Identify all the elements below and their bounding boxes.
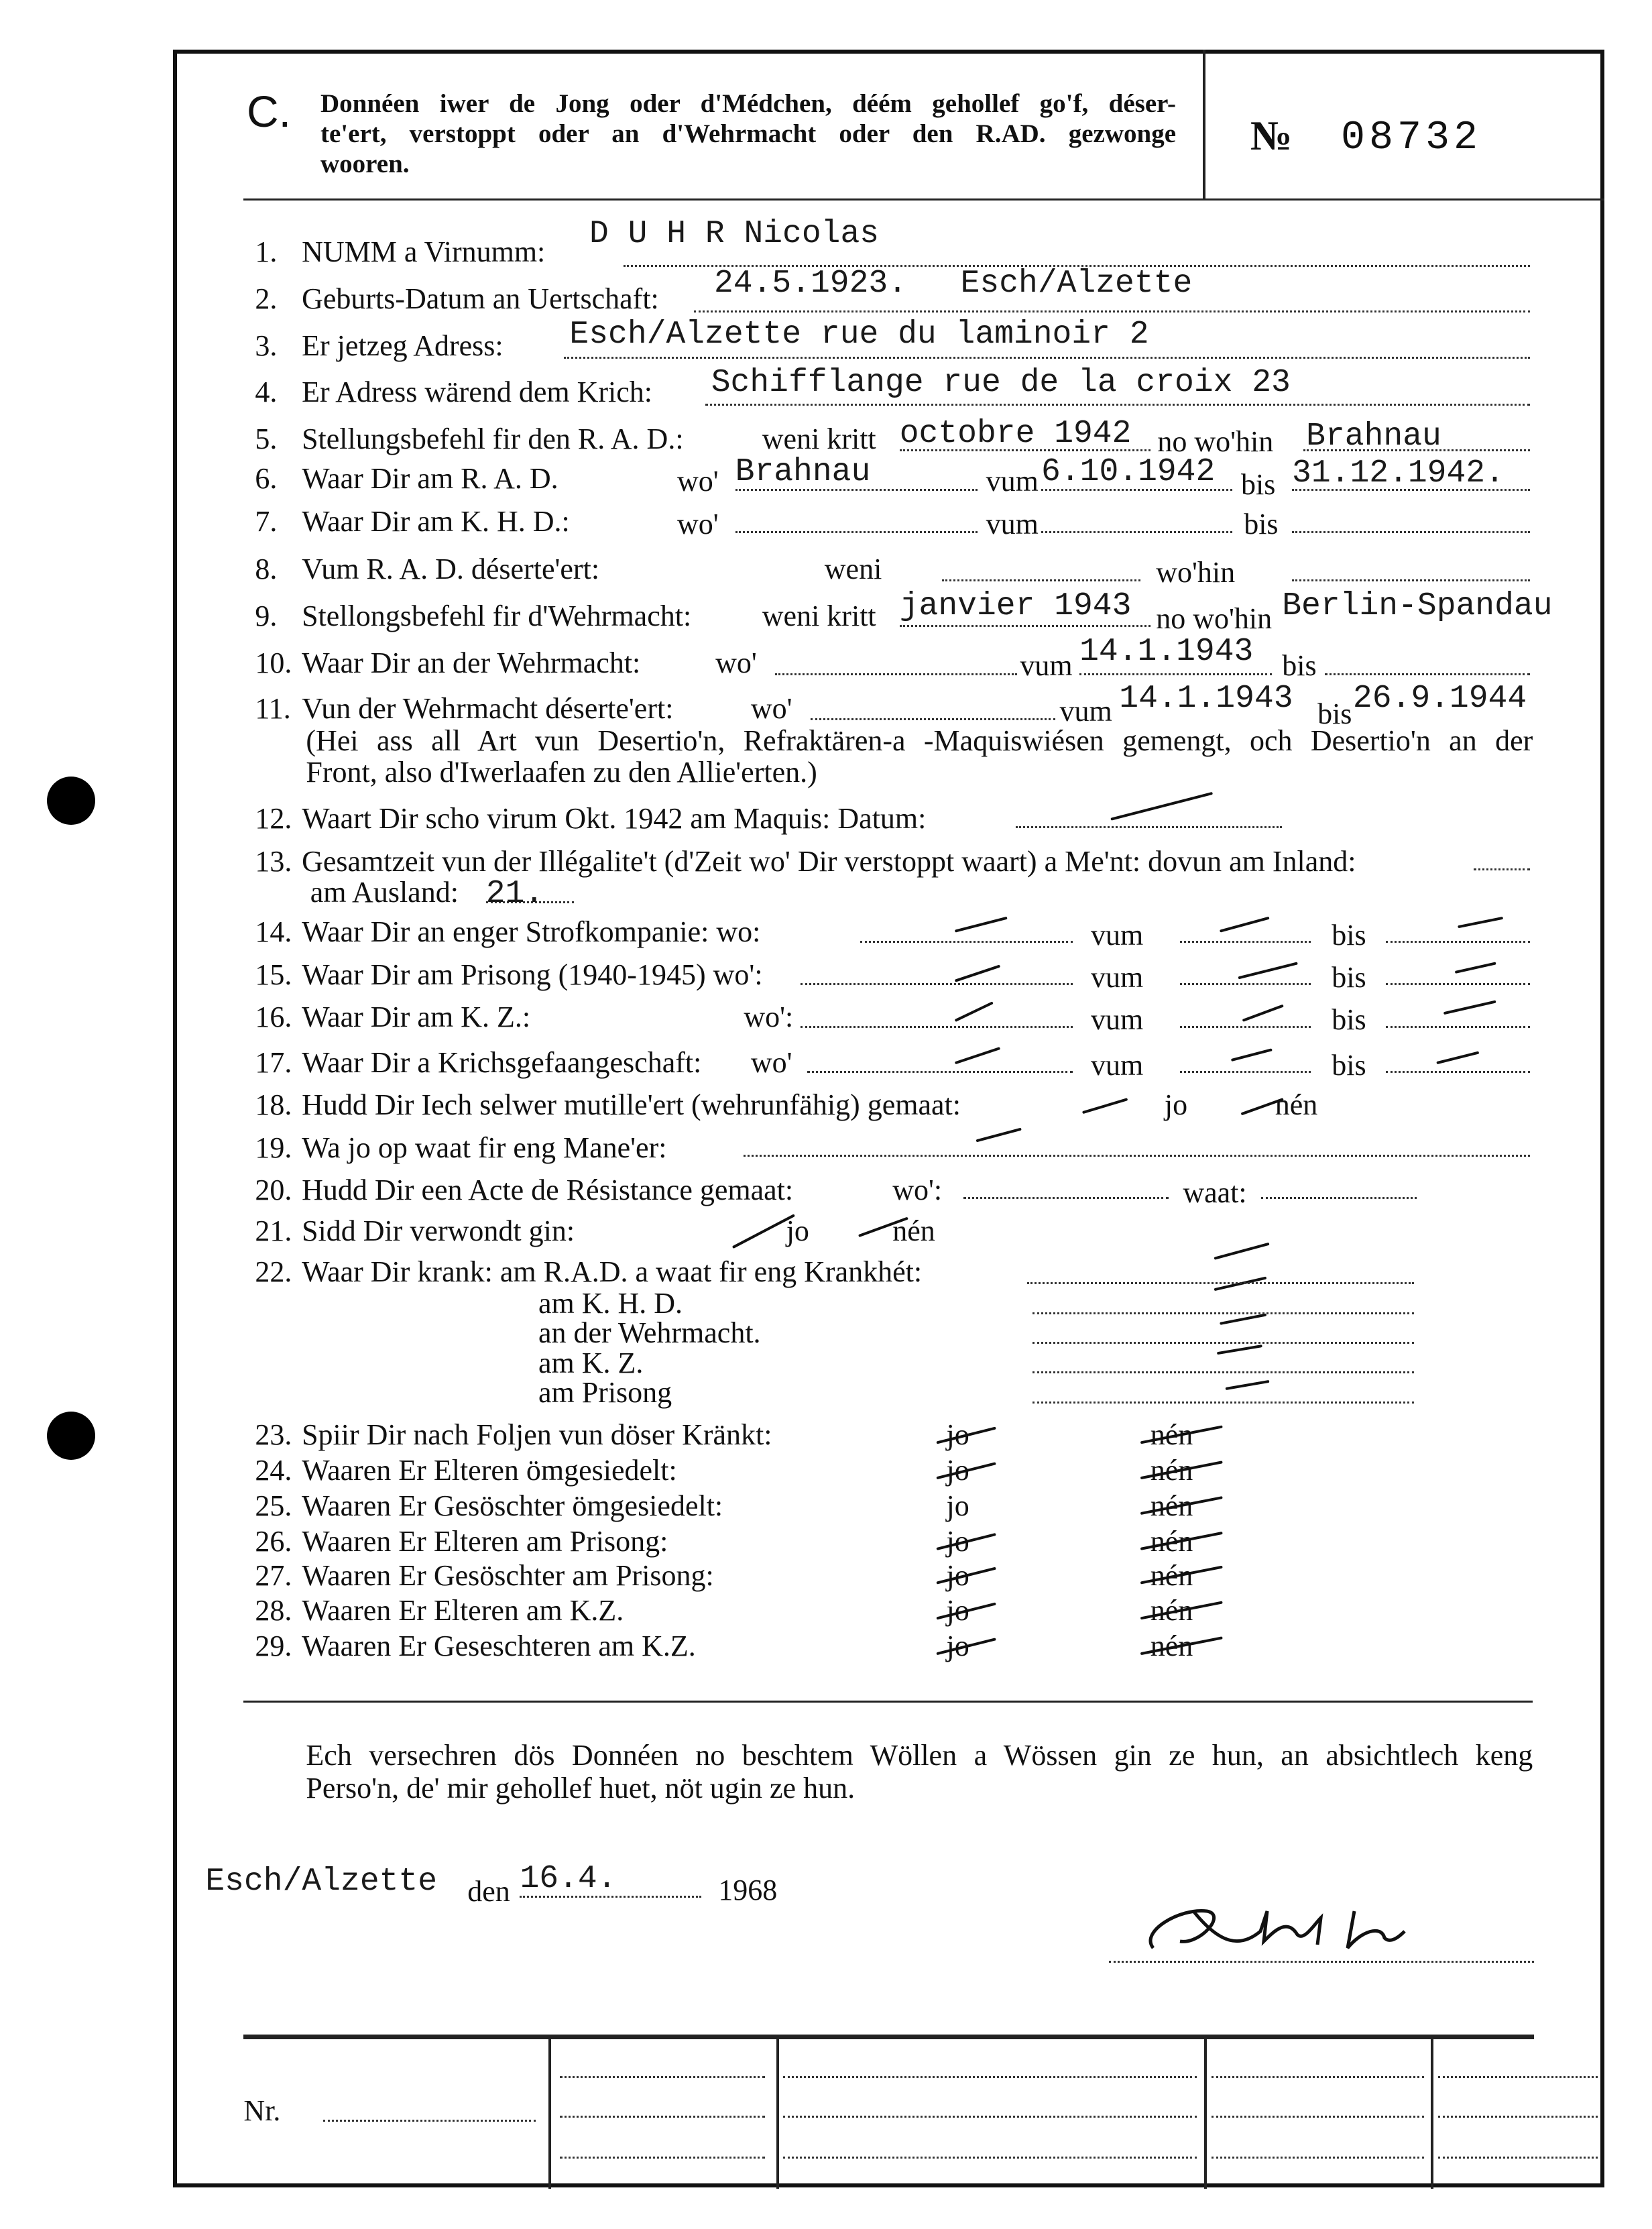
signature xyxy=(1150,1911,1405,1948)
registry-top-rule xyxy=(243,2035,1534,2039)
registry-column-divider xyxy=(1431,2036,1433,2189)
rad-order-date: octobre 1942 xyxy=(899,415,1132,452)
dotted-field[interactable] xyxy=(1041,531,1232,533)
registry-field[interactable] xyxy=(560,2116,765,2118)
row-number: 20. xyxy=(255,1173,292,1206)
address-value: Esch/Alzette rue du laminoir 2 xyxy=(569,316,1149,353)
row-label: Hudd Dir een Acte de Résistance gemaat: xyxy=(302,1173,794,1206)
dotted-field[interactable] xyxy=(1292,579,1530,581)
option-jo: jo xyxy=(946,1489,969,1523)
row-number: 26. xyxy=(255,1524,292,1558)
row-number: 2. xyxy=(255,282,278,315)
registry-column-divider xyxy=(548,2036,551,2189)
option-jo: jo xyxy=(946,1454,969,1487)
option-nen: nén xyxy=(1150,1558,1193,1592)
sub-label: am K. Z. xyxy=(538,1346,644,1379)
wehrmacht-order-date: janvier 1943 xyxy=(899,588,1132,625)
registry-field[interactable] xyxy=(1438,2076,1598,2078)
address-field[interactable] xyxy=(564,357,1530,359)
row-label: am Ausland: xyxy=(310,876,459,909)
war-address-field[interactable] xyxy=(705,404,1530,406)
label: waat: xyxy=(1183,1176,1247,1210)
row-number: 23. xyxy=(255,1418,292,1452)
dotted-field[interactable] xyxy=(1032,1371,1413,1373)
row-number: 17. xyxy=(255,1045,292,1079)
sub-label: am K. H. D. xyxy=(538,1286,683,1320)
check-stroke xyxy=(1221,1315,1265,1324)
dotted-field[interactable] xyxy=(1032,1402,1413,1404)
label: bis xyxy=(1240,467,1276,501)
birth-place-value: Esch/Alzette xyxy=(960,265,1193,302)
option-nen: nén xyxy=(1150,1524,1193,1558)
signature-line[interactable] xyxy=(1109,1961,1534,1963)
dotted-field[interactable] xyxy=(1386,1026,1531,1028)
desertion-from: 14.1.1943 xyxy=(1119,680,1293,717)
dotted-field[interactable] xyxy=(1079,673,1272,675)
label: bis xyxy=(1332,918,1366,952)
row-label: Waaren Er Gesöschter am Prisong: xyxy=(302,1558,714,1592)
dotted-field[interactable] xyxy=(1180,1026,1310,1028)
signing-year: 1968 xyxy=(718,1873,778,1906)
dotted-field[interactable] xyxy=(1386,983,1531,985)
label: bis xyxy=(1317,697,1352,730)
row-label: Geburts-Datum an Uertschaft: xyxy=(302,282,659,315)
check-stroke xyxy=(1456,964,1494,972)
check-stroke xyxy=(1221,918,1268,931)
dotted-field[interactable] xyxy=(900,625,1150,627)
label: no wo'hin xyxy=(1156,602,1273,636)
registry-field[interactable] xyxy=(783,2116,1197,2118)
rad-place: Brahnau xyxy=(735,453,871,490)
dotted-field[interactable] xyxy=(1325,673,1530,675)
dotted-field[interactable] xyxy=(1180,983,1310,985)
dotted-field[interactable] xyxy=(1261,1197,1417,1199)
row-number: 8. xyxy=(255,553,278,586)
row-label: Sidd Dir verwondt gin: xyxy=(302,1214,575,1248)
dotted-field[interactable] xyxy=(1474,868,1531,870)
form-number: 08732 xyxy=(1341,115,1482,161)
form-title-line: wooren. xyxy=(320,150,410,178)
label: wo' xyxy=(677,507,719,540)
sub-label: am Prisong xyxy=(538,1376,672,1410)
option-jo: jo xyxy=(1164,1088,1188,1122)
label: wo' xyxy=(750,691,792,725)
label: den xyxy=(467,1874,510,1908)
desertion-to: 26.9.1944 xyxy=(1352,680,1527,717)
form-title-line: te'ert, verstoppt oder an d'Wehrmacht oder den R.AD. gezwonge xyxy=(320,119,1176,148)
label: vum xyxy=(1091,1003,1144,1037)
option-jo: jo xyxy=(946,1594,969,1627)
registry-field[interactable] xyxy=(783,2076,1197,2078)
wehrmacht-from: 14.1.1943 xyxy=(1079,633,1254,670)
row-number: 27. xyxy=(255,1558,292,1592)
label: vum xyxy=(1091,960,1144,994)
dotted-field[interactable] xyxy=(1016,826,1282,828)
row-label: Waar Dir am K. Z.: xyxy=(302,1001,531,1034)
dotted-field[interactable] xyxy=(1180,941,1310,943)
row-label: Er jetzeg Adress: xyxy=(302,329,504,362)
label: bis xyxy=(1244,507,1279,540)
check-stroke xyxy=(956,918,1006,931)
row-number: 21. xyxy=(255,1214,292,1248)
registry-column-divider xyxy=(1204,2036,1207,2189)
row-label: Gesamtzeit vun der Illégalite't (d'Zeit wo' Dir verstoppt waart) a Me'nt: dovun am Inland: xyxy=(302,844,1356,878)
label: vum xyxy=(1020,649,1073,683)
row-label: Stellongsbefehl fir d'Wehrmacht: xyxy=(302,599,692,633)
dotted-field[interactable] xyxy=(801,1026,1073,1028)
row-label: Spiir Dir nach Foljen vun döser Kränkt: xyxy=(302,1418,772,1452)
declaration-text: Ech versechren dös Donnéen no beschtem Wöllen a Wössen gin ze hun, an absichtlech keng xyxy=(306,1739,1533,1772)
option-jo: jo xyxy=(946,1630,969,1663)
row-number: 1. xyxy=(255,235,278,269)
row-number: 3. xyxy=(255,329,278,362)
label: bis xyxy=(1332,1003,1366,1037)
label: bis xyxy=(1332,1048,1366,1082)
option-nen: nén xyxy=(1150,1630,1193,1663)
separator-rule xyxy=(243,1701,1533,1703)
check-stroke xyxy=(978,1129,1020,1141)
row-number: 10. xyxy=(255,646,292,679)
row-label: Wa jo op waat fir eng Mane'er: xyxy=(302,1131,667,1164)
label: vum xyxy=(1091,1048,1144,1082)
row-label: Waar Dir krank: am R.A.D. a waat fir eng Krankhét: xyxy=(302,1255,923,1289)
row-number: 13. xyxy=(255,844,292,878)
row-label: Waar Dir am Prisong (1940-1945) wo': xyxy=(302,958,763,991)
label: weni kritt xyxy=(762,422,876,456)
option-jo: jo xyxy=(946,1558,969,1592)
row-number: 14. xyxy=(255,915,292,949)
row-number: 12. xyxy=(255,802,292,836)
nr-field[interactable] xyxy=(323,2120,536,2122)
row-number: 4. xyxy=(255,376,278,409)
check-stroke xyxy=(1218,1346,1260,1353)
label: weni xyxy=(824,553,882,586)
section-letter: C. xyxy=(247,87,291,136)
row-number: 18. xyxy=(255,1088,292,1122)
dotted-field[interactable] xyxy=(1032,1342,1413,1344)
dotted-field[interactable] xyxy=(942,579,1140,581)
option-nen: nén xyxy=(1275,1088,1318,1122)
dotted-field[interactable] xyxy=(775,673,1017,675)
check-stroke xyxy=(1240,964,1297,978)
row-label: Waart Dir scho virum Okt. 1942 am Maquis: Datum: xyxy=(302,802,927,836)
row-label: Er Adress wärend dem Krich: xyxy=(302,376,653,409)
label: wo': xyxy=(744,1001,794,1034)
label: wo' xyxy=(750,1045,792,1079)
check-stroke xyxy=(1216,1244,1268,1258)
row-number: 6. xyxy=(255,462,278,496)
check-stroke xyxy=(734,1216,794,1247)
label: wo'hin xyxy=(1156,555,1236,589)
label: vum xyxy=(1091,918,1144,952)
signing-place: Esch/Alzette xyxy=(205,1864,438,1900)
option-jo: jo xyxy=(946,1418,969,1452)
check-stroke xyxy=(1112,793,1212,819)
dotted-field[interactable] xyxy=(520,1896,701,1898)
row-label: Waar Dir a Krichsgefaangeschaft: xyxy=(302,1045,702,1079)
note-text: Front, also d'Iwerlaafen zu den Allie'erten.) xyxy=(306,755,817,789)
wehrmacht-order-place: Berlin-Spandau xyxy=(1282,588,1553,625)
option-nen: nén xyxy=(892,1214,935,1248)
row-number: 19. xyxy=(255,1131,292,1164)
row-label: Waaren Er Elteren am Prisong: xyxy=(302,1524,668,1558)
registry-field[interactable] xyxy=(1438,2116,1598,2118)
label: bis xyxy=(1282,649,1317,683)
label: vum xyxy=(1059,694,1112,728)
check-stroke xyxy=(1244,1006,1282,1020)
rad-order-place: Brahnau xyxy=(1306,418,1441,455)
rad-from: 6.10.1942 xyxy=(1041,453,1216,490)
check-stroke xyxy=(1438,1053,1478,1063)
row-label: Waar Dir an der Wehrmacht: xyxy=(302,646,641,679)
row-number: 22. xyxy=(255,1255,292,1289)
label: wo': xyxy=(892,1173,943,1206)
row-label: Vun der Wehrmacht déserte'ert: xyxy=(302,691,674,725)
check-stroke xyxy=(956,1003,992,1020)
label: vum xyxy=(986,465,1039,498)
row-label: Waaren Er Geseschteren am K.Z. xyxy=(302,1630,696,1663)
dotted-field[interactable] xyxy=(811,718,1056,720)
option-nen: nén xyxy=(1150,1418,1193,1452)
label: bis xyxy=(1332,960,1366,994)
dotted-field[interactable] xyxy=(963,1197,1169,1199)
check-stroke xyxy=(1232,1050,1271,1060)
check-stroke xyxy=(1083,1100,1126,1112)
option-jo: jo xyxy=(786,1214,809,1248)
check-stroke xyxy=(1445,1002,1494,1013)
name-value: D U H R Nicolas xyxy=(589,215,880,252)
registry-field[interactable] xyxy=(1212,2157,1424,2159)
label: no wo'hin xyxy=(1157,425,1274,459)
row-label: Waar Dir am R. A. D. xyxy=(302,462,558,496)
dotted-field[interactable] xyxy=(744,1155,1530,1157)
registry-field[interactable] xyxy=(560,2157,765,2159)
row-number: 7. xyxy=(255,504,278,538)
registry-field[interactable] xyxy=(560,2076,765,2078)
note-text: (Hei ass all Art vun Desertio'n, Refraktären-a -Maquiswiésen gemengt, och Desertio'n an der xyxy=(306,724,1533,758)
row-label: NUMM a Virnumm: xyxy=(302,235,546,269)
label: wo' xyxy=(715,646,757,679)
dotted-field[interactable] xyxy=(1386,941,1531,943)
birth-date-value: 24.5.1923. xyxy=(713,265,907,302)
row-number: 15. xyxy=(255,958,292,991)
registry-field[interactable] xyxy=(783,2157,1197,2159)
row-label: Waaren Er Elteren ömgesiedelt: xyxy=(302,1454,677,1487)
option-nen: nén xyxy=(1150,1454,1193,1487)
row-label: Waar Dir an enger Strofkompanie: wo: xyxy=(302,915,761,949)
birth-field[interactable] xyxy=(694,310,1530,312)
dotted-field[interactable] xyxy=(1027,1282,1414,1284)
row-label: Waaren Er Elteren am K.Z. xyxy=(302,1594,624,1627)
declaration-text: Perso'n, de' mir gehollef huet, nöt ugin ze hun. xyxy=(306,1771,856,1805)
row-label: Waar Dir am K. H. D.: xyxy=(302,504,570,538)
dotted-field[interactable] xyxy=(860,941,1073,943)
registry-field[interactable] xyxy=(1438,2157,1598,2159)
check-stroke xyxy=(956,1049,998,1063)
row-number: 5. xyxy=(255,422,278,456)
dotted-field[interactable] xyxy=(801,983,1073,985)
option-jo: jo xyxy=(946,1524,969,1558)
row-number: 9. xyxy=(255,599,278,633)
row-number: 16. xyxy=(255,1001,292,1034)
label: vum xyxy=(986,507,1039,540)
rad-to: 31.12.1942. xyxy=(1292,455,1504,492)
number-symbol: № xyxy=(1250,113,1293,159)
registry-field[interactable] xyxy=(1212,2116,1424,2118)
row-number: 28. xyxy=(255,1594,292,1627)
row-label: Stellungsbefehl fir den R. A. D.: xyxy=(302,422,684,456)
row-label: Hudd Dir Iech selwer mutille'ert (wehrunfähig) gemaat: xyxy=(302,1088,961,1122)
row-number: 11. xyxy=(255,691,291,725)
dotted-field[interactable] xyxy=(1292,531,1530,533)
dotted-field[interactable] xyxy=(1180,1071,1310,1073)
check-stroke xyxy=(1227,1381,1268,1389)
check-stroke xyxy=(1459,918,1501,927)
registry-column-divider xyxy=(776,2036,779,2189)
dotted-field[interactable] xyxy=(735,531,978,533)
nr-label: Nr. xyxy=(243,2094,281,2128)
row-number: 29. xyxy=(255,1630,292,1663)
check-stroke xyxy=(956,966,998,980)
row-number: 24. xyxy=(255,1454,292,1487)
row-label: Vum R. A. D. déserte'ert: xyxy=(302,553,600,586)
registry-field[interactable] xyxy=(1212,2076,1424,2078)
dotted-field[interactable] xyxy=(807,1071,1072,1073)
row-number: 25. xyxy=(255,1489,292,1523)
signing-date: 16.4. xyxy=(520,1860,617,1897)
abroad-months: 21. xyxy=(485,876,544,913)
dotted-field[interactable] xyxy=(1032,1312,1413,1314)
sub-label: an der Wehrmacht. xyxy=(538,1316,761,1350)
form-title-line: Donnéen iwer de Jong oder d'Médchen, déém gehollef go'f, déser- xyxy=(320,89,1176,118)
dotted-field[interactable] xyxy=(1386,1071,1531,1073)
row-label: Waaren Er Gesöschter ömgesiedelt: xyxy=(302,1489,723,1523)
war-address-value: Schifflange rue de la croix 23 xyxy=(711,364,1291,401)
option-nen: nén xyxy=(1150,1594,1193,1627)
label: weni kritt xyxy=(762,599,876,633)
option-nen: nén xyxy=(1150,1489,1193,1523)
label: wo' xyxy=(677,465,719,498)
